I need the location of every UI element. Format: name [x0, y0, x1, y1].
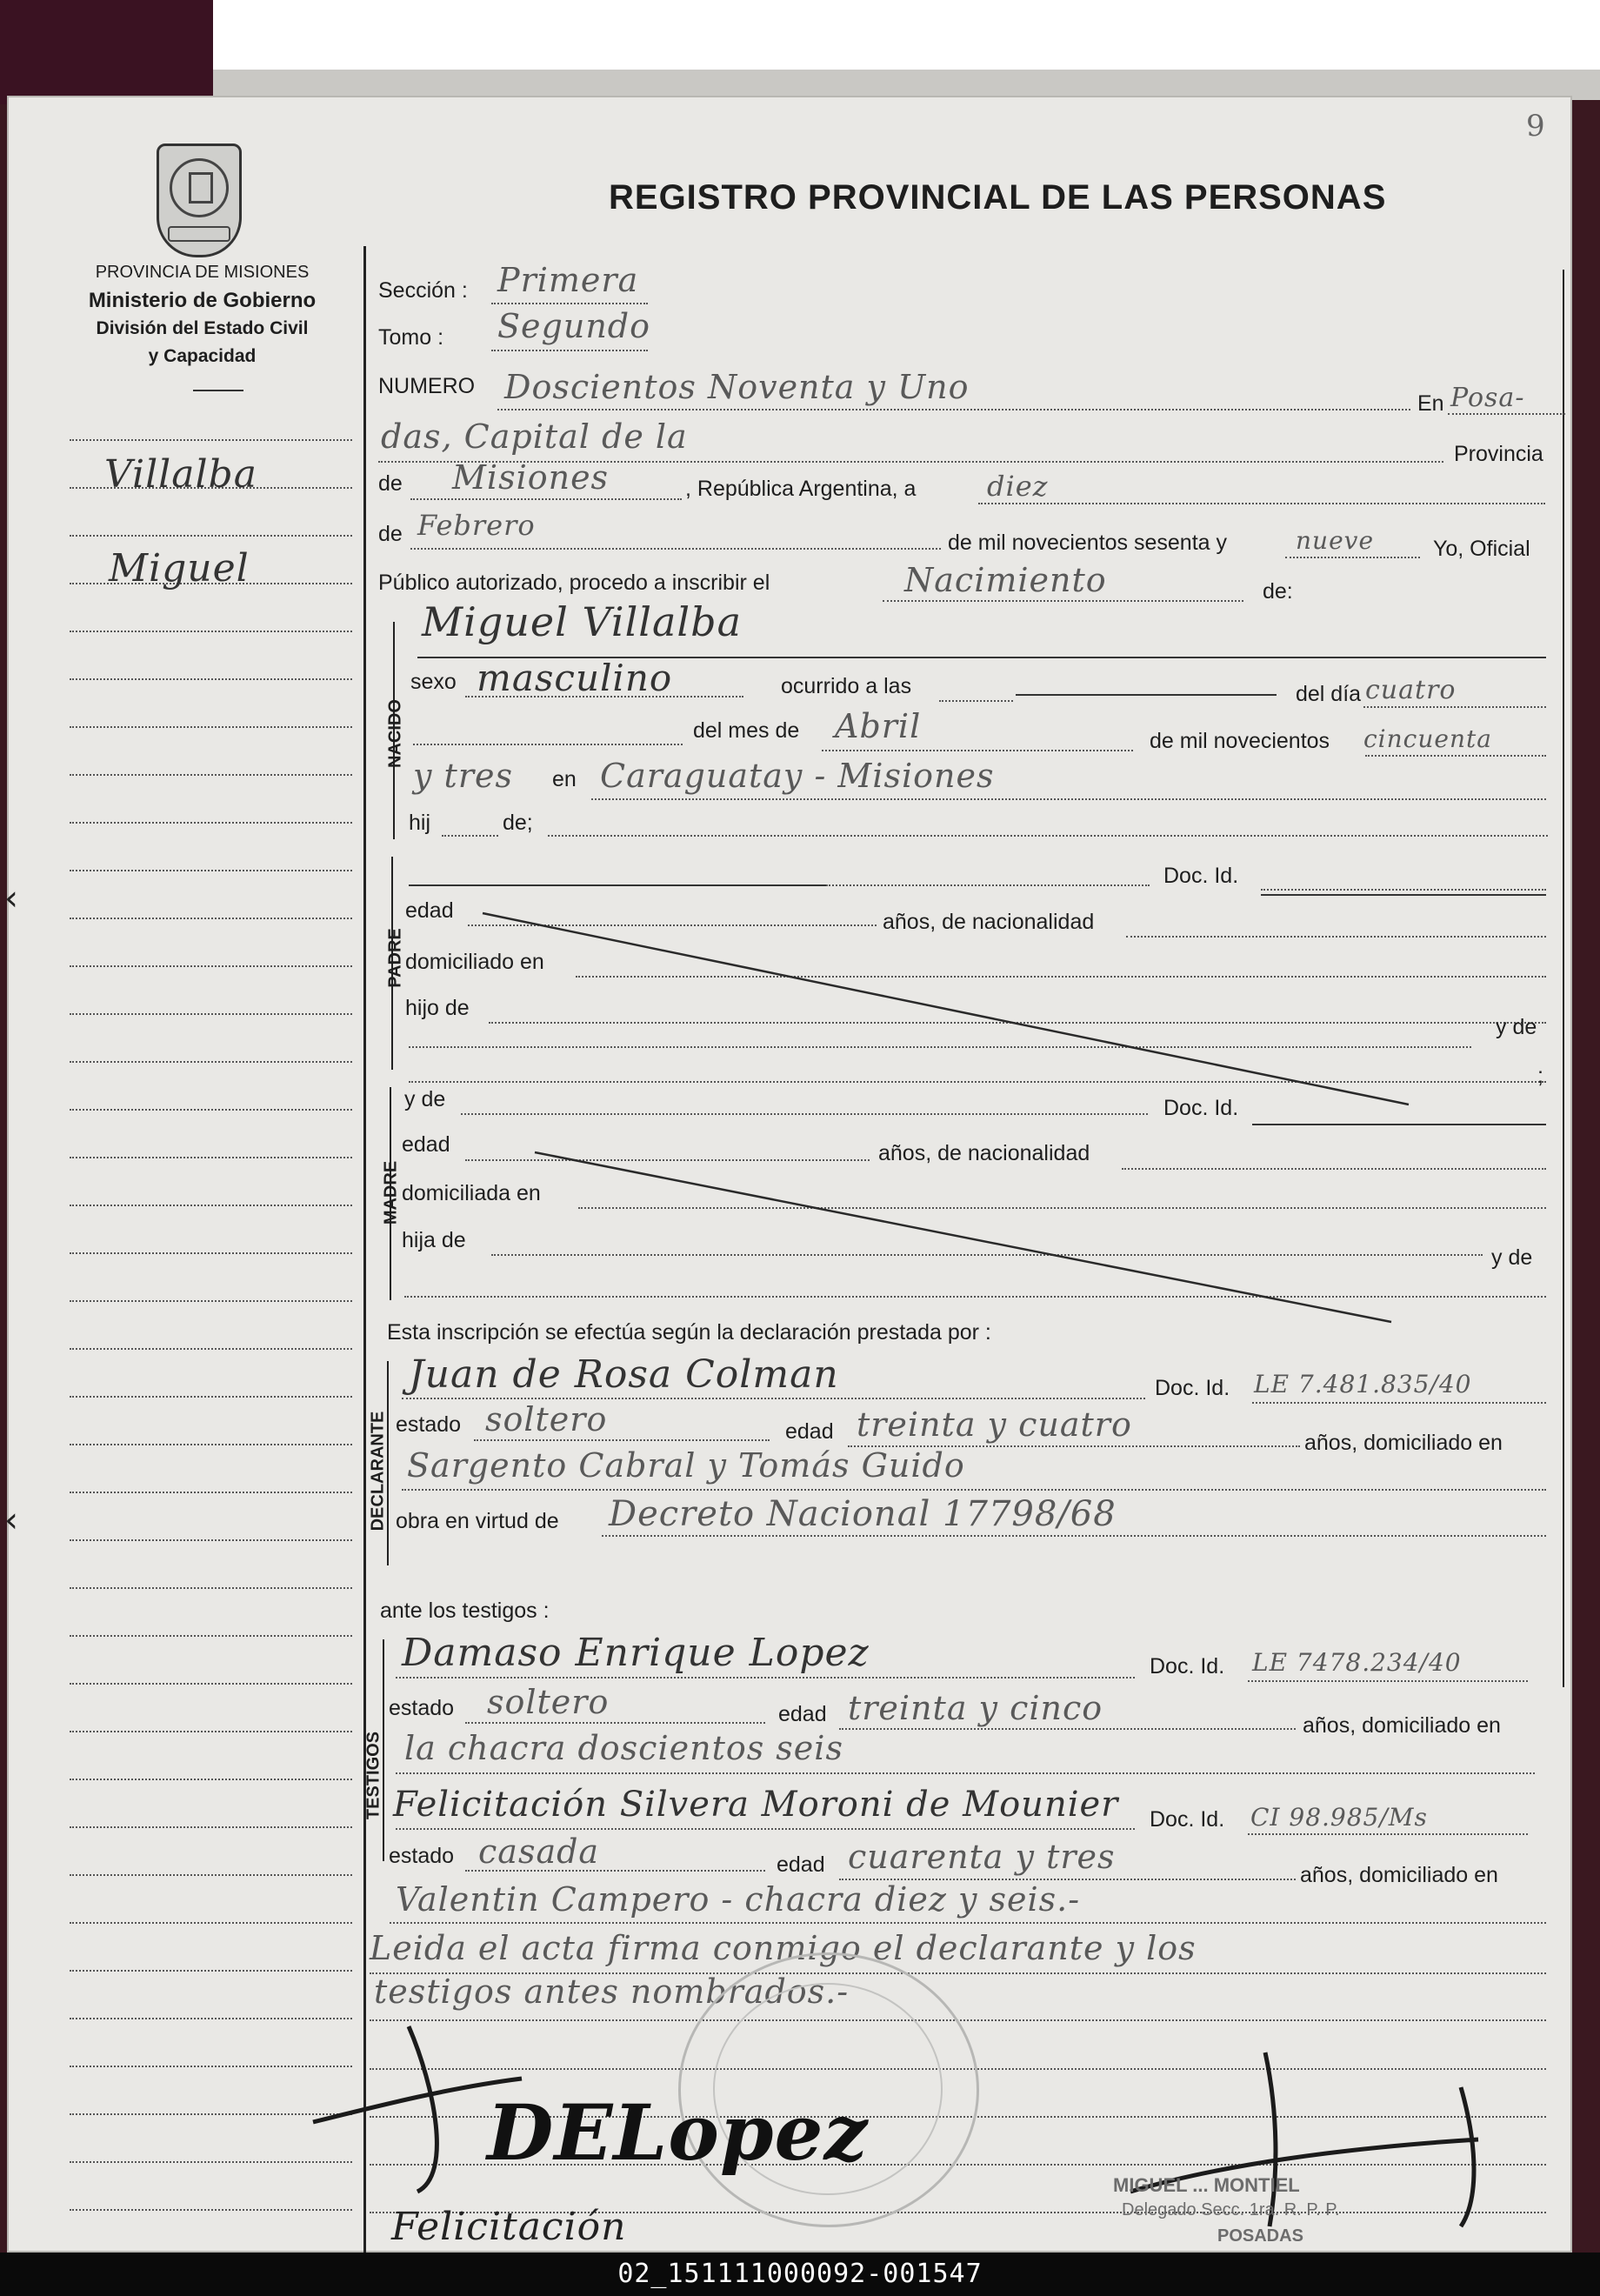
dia-value: diez [987, 470, 1049, 503]
testigo1-dom-label: años, domiciliado en [1303, 1713, 1501, 1738]
seccion-value: Primera [497, 261, 639, 299]
mes-value: Febrero [417, 509, 536, 542]
padre-nac-label: años, de nacionalidad [883, 910, 1095, 934]
yo-oficial-label: Yo, Oficial [1433, 537, 1530, 561]
tick-mark-icon: ‹ [4, 1500, 18, 1540]
de-label-2: de [378, 522, 403, 546]
del-dia-label: del día [1296, 682, 1362, 706]
madre-section-label: MADRE [381, 1160, 401, 1225]
testigo1-domicilio-value: la chacra doscientos seis [404, 1729, 843, 1767]
anio-nac-value-2: y tres [413, 757, 513, 795]
de-label: de [378, 471, 403, 496]
republica-label: , República Argentina, a [685, 477, 917, 501]
tick-mark-icon: ‹ [4, 878, 18, 918]
closing-text-2: testigos antes nombrados.- [374, 1972, 850, 2011]
testigo1-edad-value: treinta y cinco [848, 1689, 1103, 1727]
madre-domicilio-label: domiciliada en [402, 1181, 541, 1205]
testigo1-estado-value: soltero [487, 1683, 610, 1721]
testigo2-edad-label: edad [777, 1852, 825, 1877]
officer-name: MIGUEL ... MONTIEL [1113, 2174, 1300, 2196]
declarante-dom-label: años, domiciliado en [1304, 1431, 1503, 1455]
testigo1-doc-value: LE 7478.234/40 [1252, 1648, 1462, 1677]
declarante-section-label: DECLARANTE [368, 1411, 388, 1532]
testigo2-estado-label: estado [389, 1844, 455, 1868]
madre-nac-label: años, de nacionalidad [878, 1141, 1090, 1165]
testigo2-doc-label: Doc. Id. [1150, 1807, 1225, 1832]
signature-witness-2: Felicitación [391, 2205, 627, 2249]
numero-value: Doscientos Noventa y Uno [504, 368, 970, 406]
padre-edad-label: edad [405, 898, 454, 923]
ciudad-value: das, Capital de la [381, 417, 688, 456]
sexo-value: masculino [477, 657, 673, 699]
capacity-label: y Capacidad [148, 346, 257, 366]
de-colon-label: de: [1263, 579, 1293, 604]
mes-nac-value: Abril [835, 707, 922, 745]
declaracion-label: Esta inscripción se efectúa según la declaración prestada por : [387, 1320, 991, 1345]
numero-label: NUMERO [378, 374, 476, 398]
page-title: REGISTRO PROVINCIAL DE LAS PERSONAS [609, 178, 1387, 217]
dia-nac-value: cuatro [1365, 675, 1457, 705]
testigo2-estado-value: casada [478, 1832, 600, 1871]
padre-doc-label: Doc. Id. [1163, 864, 1239, 888]
signature-witness-1: DELopez [487, 2087, 869, 2178]
obra-label: obra en virtud de [396, 1509, 559, 1533]
testigo2-edad-value: cuarenta y tres [848, 1838, 1116, 1876]
tomo-label: Tomo : [378, 325, 444, 350]
testigo1-edad-label: edad [778, 1702, 827, 1726]
testigo2-name-value: Felicitación Silvera Moroni de Mounier [393, 1785, 1119, 1825]
en-lower-label: en [552, 767, 577, 791]
ocurrido-label: ocurrido a las [781, 674, 912, 698]
en-value: Posa- [1450, 383, 1525, 413]
mil-sesenta-label: de mil novecientos sesenta y [948, 531, 1228, 555]
declarante-doc-value: LE 7.481.835/40 [1254, 1370, 1472, 1398]
testigo2-dom-label: años, domiciliado en [1300, 1863, 1498, 1887]
ministry-name: Ministerio de Gobierno [88, 289, 317, 312]
provincia-value: Misiones [452, 458, 610, 497]
provincia-label: Provincia [1454, 442, 1543, 466]
padre-semicolon: ; [1537, 1064, 1543, 1088]
publico-label: Público autorizado, procedo a inscribir el [378, 571, 770, 595]
seccion-label: Sección : [378, 278, 468, 303]
declarante-estado-label: estado [396, 1412, 462, 1437]
closing-text-1: Leida el acta firma conmigo el declarante y los [370, 1929, 1197, 1967]
madre-y-de-label: y de [404, 1087, 446, 1111]
declarante-edad-value: treinta y cuatro [857, 1405, 1132, 1444]
anio-nac-value-1: cincuenta [1363, 724, 1492, 753]
madre-y-de-label-2: y de [1491, 1245, 1533, 1270]
margin-surname: Villalba [104, 452, 257, 497]
testigo1-name-value: Damaso Enrique Lopez [402, 1631, 870, 1675]
padre-domicilio-label: domiciliado en [405, 950, 544, 974]
en-label: En [1417, 391, 1444, 416]
declarante-domicilio-value: Sargento Cabral y Tomás Guido [407, 1446, 965, 1485]
hija-de-label: hija de [402, 1228, 466, 1252]
ante-testigos-label: ante los testigos : [380, 1599, 550, 1623]
testigos-section-label: TESTIGOS [363, 1731, 383, 1820]
declarante-edad-label: edad [785, 1419, 834, 1444]
anio-value: nueve [1296, 526, 1375, 555]
obra-value: Decreto Nacional 17798/68 [609, 1494, 1117, 1534]
mil-novecientos-label: de mil novecientos [1150, 729, 1330, 753]
division-name: División del Estado Civil [96, 318, 309, 338]
declarante-name-value: Juan de Rosa Colman [409, 1352, 839, 1397]
madre-doc-label: Doc. Id. [1163, 1096, 1239, 1120]
footer-id: 02_151111000092-001547 [0, 2253, 1600, 2296]
testigo2-domicilio-value: Valentin Campero - chacra diez y seis.- [396, 1880, 1081, 1919]
margin-given-name: Miguel [109, 546, 250, 591]
hij-de-label: de; [503, 811, 533, 835]
nombre-value: Miguel Villalba [422, 598, 742, 645]
padre-y-de-label: y de [1496, 1015, 1537, 1039]
padre-section-label: PADRE [385, 928, 405, 988]
declarante-estado-value: soltero [485, 1400, 608, 1438]
testigo1-doc-label: Doc. Id. [1150, 1654, 1225, 1679]
lugar-value: Caraguatay - Misiones [600, 757, 995, 795]
madre-edad-label: edad [402, 1132, 450, 1157]
officer-city: POSADAS [1217, 2226, 1303, 2246]
del-mes-label: del mes de [693, 718, 800, 743]
tomo-value: Segundo [497, 307, 650, 345]
testigo1-estado-label: estado [389, 1696, 455, 1720]
testigo2-doc-value: CI 98.985/Ms [1250, 1803, 1428, 1832]
sexo-label: sexo [410, 670, 457, 694]
province-name: PROVINCIA DE MISIONES [95, 263, 310, 282]
page-number: 9 [1526, 109, 1545, 144]
hij-label: hij [409, 811, 431, 835]
officer-role: Delegado Secc. 1ra. R. P. P. [1122, 2200, 1340, 2219]
nacido-section-label: NACIDO [385, 699, 405, 768]
declarante-doc-label: Doc. Id. [1155, 1376, 1230, 1400]
acto-value: Nacimiento [904, 561, 1107, 599]
hijo-de-label: hijo de [405, 996, 470, 1020]
